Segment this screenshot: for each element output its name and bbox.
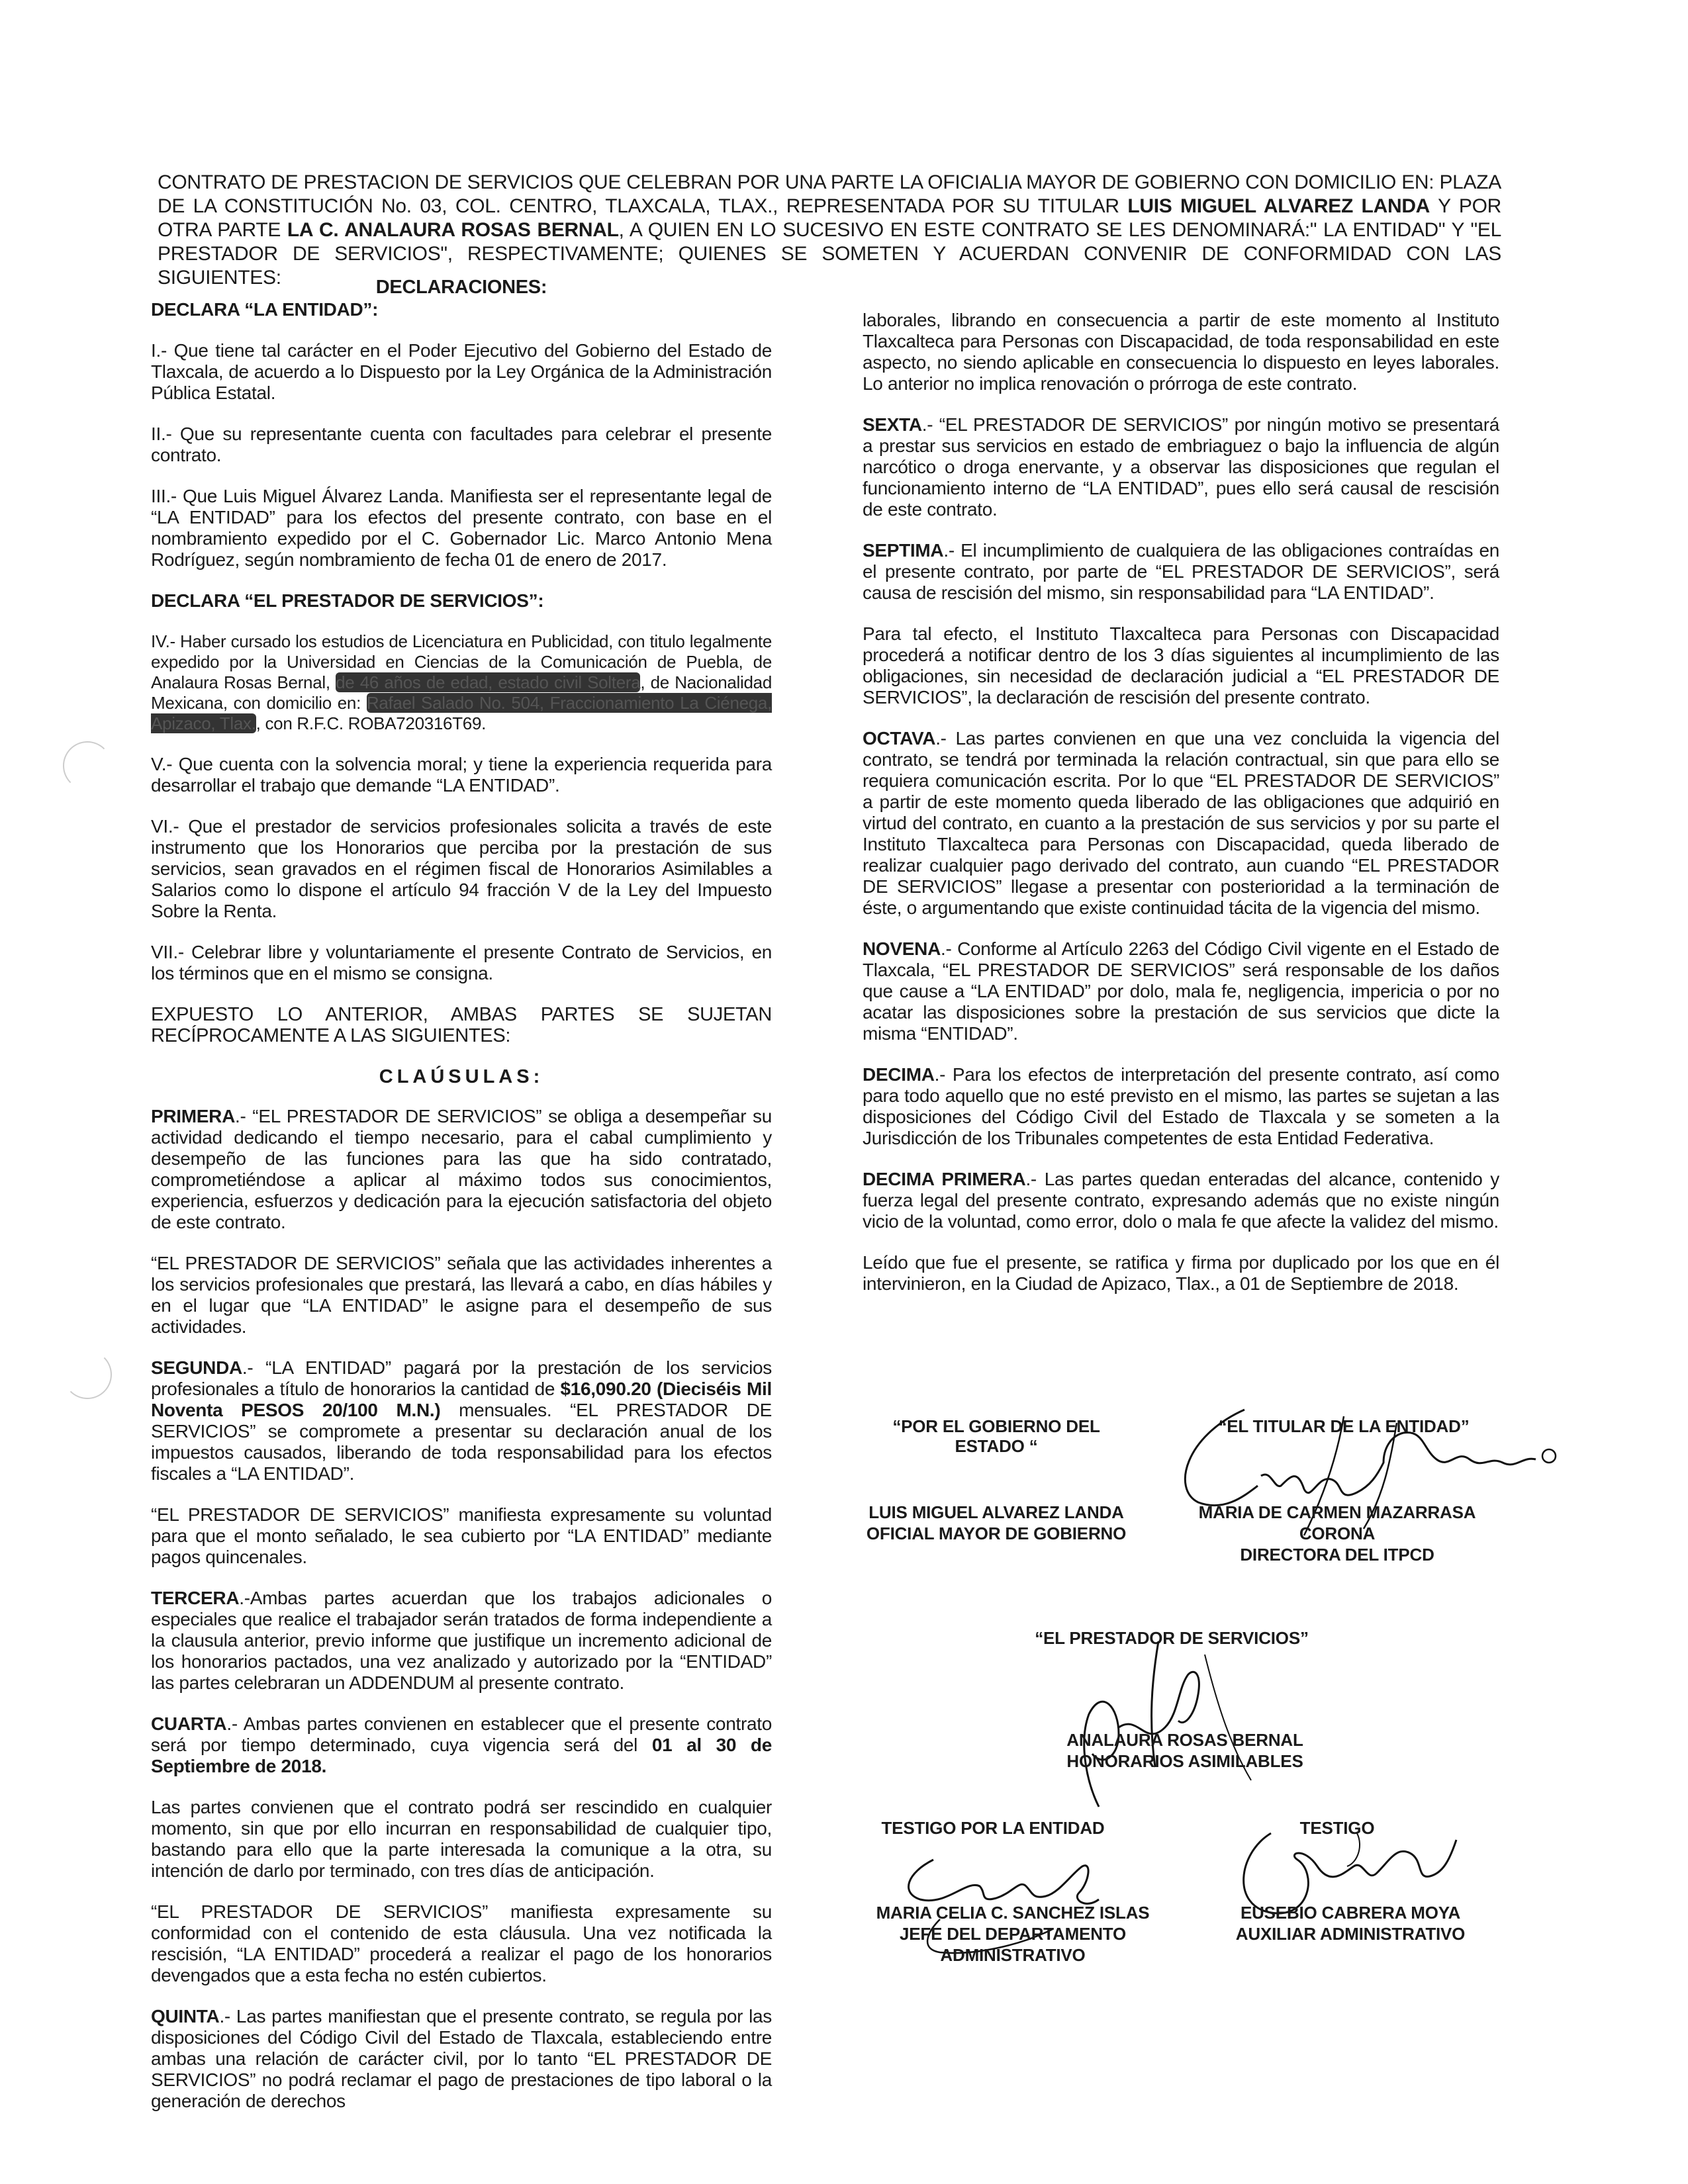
vigencia-dates: 01 al 30 de Septiembre de 2018. bbox=[151, 1735, 772, 1776]
testigo1-name: MARIA CELIA C. SANCHEZ ISLAS bbox=[876, 1903, 1150, 1923]
clausula-sexta bbox=[863, 414, 1499, 520]
clausula-label: SEGUNDA bbox=[151, 1357, 242, 1378]
titular-name: MARIA DE CARMEN MAZARRASA bbox=[1198, 1502, 1476, 1522]
declara-entidad-heading: DECLARA “LA ENTIDAD”: bbox=[151, 299, 379, 320]
prestador-role: HONORARIOS ASIMILABLES bbox=[1066, 1751, 1303, 1771]
clausula-text: mensuales. “EL PRESTADOR DE SERVICIOS” se compromete a presentar su declaración anual de los impuestos causados, liberando de toda responsabilidad para los efectos fiscales a “LA ENTIDAD”. bbox=[151, 1400, 772, 1484]
clausula-septima bbox=[863, 540, 1499, 604]
declaracion-vii: VII.- Celebrar libre y voluntariamente el presente Contrato de Servicios, en los términos que en el mismo se consigna. bbox=[151, 942, 772, 983]
clausula-text: .- Para los efectos de interpretación del presente contrato, así como para todo aquello que no esté previsto en el mismo, las partes se sujetan a las disposiciones del Código Civil del Estado de Tlaxcala y se someten a la Jurisdicción de los Tribunales competentes de esta Entidad Federativa. bbox=[863, 1064, 1499, 1148]
intro-name-prestador: LA C. ANALAURA ROSAS BERNAL bbox=[287, 219, 619, 241]
clausula-text: .- “LA ENTIDAD” pagará por la prestación de los servicios profesionales a título de honorarios la cantidad de bbox=[151, 1357, 772, 1399]
clausula-quinta-cont: laborales, librando en consecuencia a partir de este momento al Instituto Tlaxcalteca para Personas con Discapacidad, de toda responsabilidad en este aspecto, no siendo aplicable en consecuencia lo dispuesto en leyes laborales. Lo anterior no implica renovación o prórroga de este contrato. bbox=[863, 310, 1499, 394]
clausula-text: .- El incumplimiento de cualquiera de las obligaciones contraídas en el presente contrato, por parte de “EL PRESTADOR DE SERVICIOS”, será causa de rescisión del mismo, sin responsabilidad para “LA ENTIDAD”. bbox=[863, 540, 1499, 603]
clausula-decima bbox=[863, 1064, 1499, 1149]
testigo1-role: JEFE DEL DEPARTAMENTO bbox=[899, 1924, 1127, 1944]
clausula-label: QUINTA bbox=[151, 2006, 220, 2026]
testigo-heading: TESTIGO bbox=[1299, 1818, 1375, 1838]
clausula-label: SEXTA bbox=[863, 414, 922, 435]
clausulas-title: CLAÚSULAS: bbox=[379, 1066, 544, 1087]
clausula-segunda-2: “EL PRESTADOR DE SERVICIOS” manifiesta expresamente su voluntad para que el monto señalado, le sea cubierto por “LA ENTIDAD” mediante pagos quincenales. bbox=[151, 1504, 772, 1567]
clausula-octava bbox=[863, 728, 1499, 919]
prestador-heading: “EL PRESTADOR DE SERVICIOS” bbox=[1035, 1628, 1309, 1648]
clausula-text: .- Las partes manifiestan que el presente contrato, se regula por las disposiciones del Código Civil del Estado de Tlaxcala, estableciendo entre ambas una relación de carácter civil, por lo tanto “EL PRESTADOR DE SERVICIOS” no podrá reclamar el pago de prestaciones de tipo laboral o la generación de derechos bbox=[151, 2006, 772, 2111]
contract-intro bbox=[158, 171, 1501, 290]
clausula-text: .- Las partes convienen en que una vez concluida la vigencia del contrato, se tendrá por terminada la relación contractual, sin que para ello se requiera comunicación escrita. Por lo que “EL PRESTADOR DE SERVICIOS” a partir de este momento queda liberado de las obligaciones que adquirió en virtud del contrato, en cuanto a la prestación de sus servicios y por su parte el Instituto Tlaxcalteca para Personas con Discapacidad, queda liberado de realizar cualquier pago derivado del contrato, aun cuando “EL PRESTADOR DE SERVICIOS” llegase a presentar con posterioridad a la terminación de éste, o argumentando que existe continuidad tácita de la vigencia del mismo. bbox=[863, 728, 1499, 918]
titular-name-2: CORONA bbox=[1299, 1524, 1376, 1543]
clausula-cuarta-2: Las partes convienen que el contrato podrá ser rescindido en cualquier momento, sin que por ello incurran en responsabilidad de cualquier tipo, bastando para ello que la parte interesada la comunique a la otra, su intención de darlo por terminado, con tres días de anticipación. bbox=[151, 1797, 772, 1881]
prestador-name: ANALAURA ROSAS BERNAL bbox=[1066, 1730, 1303, 1750]
declaracion-iv-text: , de Nacionalidad Mexicana, con domicilio en: bbox=[151, 672, 772, 713]
clausula-label: TERCERA bbox=[151, 1588, 240, 1608]
clausula-text: .- “EL PRESTADOR DE SERVICIOS” por ningún motivo se presentará a prestar sus servicios en estado de embriaguez o bajo la influencia de algún narcótico o droga enervante, y a observar las disposiciones que regulan el funcionamiento interno de “LA ENTIDAD”, pues ello será causal de rescisión de este contrato. bbox=[863, 414, 1499, 520]
declaracion-vi: VI.- Que el prestador de servicios profesionales solicita a través de este instrumento que los Honorarios que perciba por la prestación de sus servicios, sean gravados en el régimen fiscal de Honorarios Asimilables a Salarios como lo dispone el artículo 94 fracción V de la Ley del Impuesto Sobre la Renta. bbox=[151, 816, 772, 921]
clausula-label: PRIMERA bbox=[151, 1106, 236, 1126]
right-column bbox=[863, 310, 1499, 1314]
prestador-signature bbox=[1039, 1615, 1251, 1813]
clausula-label: NOVENA bbox=[863, 938, 941, 959]
testigo1-role-2: ADMINISTRATIVO bbox=[940, 1945, 1086, 1965]
clausula-label: SEPTIMA bbox=[863, 540, 944, 561]
gobierno-name: LUIS MIGUEL ALVAREZ LANDA bbox=[868, 1502, 1124, 1522]
declaracion-iv-text: , con R.F.C. ROBA720316T69. bbox=[256, 713, 487, 733]
declaracion-iv bbox=[151, 631, 772, 734]
declaracion-ii: II.- Que su representante cuenta con facultades para celebrar el presente contrato. bbox=[151, 424, 772, 465]
hole-punch-top bbox=[63, 741, 112, 790]
testigo-entidad-heading: TESTIGO POR LA ENTIDAD bbox=[881, 1818, 1105, 1838]
left-column bbox=[151, 277, 772, 2132]
hole-punch-bottom bbox=[63, 1350, 112, 1399]
redacted-personal-data: de 46 años de edad, estado civil Soltera bbox=[336, 672, 641, 692]
clausula-septima-2: Para tal efecto, el Instituto Tlaxcalteca para Personas con Discapacidad procederá a notificar dentro de los 3 días siguientes al incumplimiento de las obligaciones, sin necesidad de declaración judicial a “EL PRESTADOR DE SERVICIOS”, la declaración de rescisión del presente contrato. bbox=[863, 623, 1499, 707]
declaracion-iii: III.- Que Luis Miguel Álvarez Landa. Manifiesta ser el representante legal de “LA ENTIDAD” para los efectos del presente contrato, con base en el nombramiento expedido por el C. Gobernador Lic. Marco Antonio Mena Rodríguez, según nombramiento de fecha 01 de enero de 2017. bbox=[151, 486, 772, 570]
intro-text: , A QUIEN EN LO SUCESIVO EN ESTE CONTRATO SE LES DENOMINARÁ:" LA ENTIDAD" Y "EL PRESTADOR DE SERVICIOS", RESPECTIVAMENTE; QUIENES SE SOMETEN Y ACUERDAN CONVENIR DE CONFORMIDAD CON LAS SIGUIENTES: bbox=[158, 219, 1501, 289]
intro-text: CONTRATO DE PRESTACION DE SERVICIOS QUE CELEBRAN POR UNA PARTE LA OFICIALIA MAYOR DE GOBIERNO CON DOMICILIO EN: PLAZA DE LA CONSTITUCIÓN No. 03, COL. CENTRO, TLAXCALA, TLAX., REPRESENTADA POR SU TITULAR bbox=[158, 171, 1501, 217]
intro-name-entidad: LUIS MIGUEL ALVAREZ LANDA bbox=[1127, 195, 1430, 217]
payment-amount: $16,090.20 (Dieciséis Mil Noventa PESOS 20/100 M.N.) bbox=[151, 1379, 772, 1420]
clausula-text: .- Ambas partes convienen en establecer que el presente contrato será por tiempo determinado, cuya vigencia será del bbox=[151, 1713, 772, 1755]
clausula-text: .- Las partes quedan enteradas del alcance, contenido y fuerza legal del presente contrato, expresando además que no existe ningún vicio de la voluntad, como error, dolo o mala fe que afecte la validez del mismo. bbox=[863, 1169, 1499, 1232]
declaracion-iv-text: IV.- Haber cursado los estudios de Licenciatura en Publicidad, con titulo legalmente expedido por la Universidad en Ciencias de la Comunicación de Puebla, de Analaura Rosas Bernal, bbox=[151, 631, 772, 692]
redacted-address: Rafael Salado No. 504, Fraccionamiento La Ciénega, Apizaco, Tlax. bbox=[151, 693, 773, 733]
clausula-decima-primera bbox=[863, 1169, 1499, 1232]
titular-role: DIRECTORA DEL ITPCD bbox=[1240, 1545, 1434, 1565]
clausula-text: .-Ambas partes acuerdan que los trabajos adicionales o especiales que realice el trabajador serán tratados de forma independiente a la clausula anterior, previo informe que justifique un incremento adicional de los honorarios pactados, una vez analizado y autorizado por la “ENTIDAD” las partes celebraran un ADDENDUM al presente contrato. bbox=[151, 1588, 772, 1693]
declaraciones-title: DECLARACIONES: bbox=[375, 277, 547, 298]
declaracion-i: I.- Que tiene tal carácter en el Poder Ejecutivo del Gobierno del Estado de Tlaxcala, de acuerdo a lo Dispuesto por la Ley Orgánica de la Administración Pública Estatal. bbox=[151, 340, 772, 403]
gobierno-heading: “POR EL GOBIERNO DEL ESTADO “ bbox=[892, 1416, 1100, 1456]
clausula-novena bbox=[863, 938, 1499, 1044]
clausula-label: DECIMA PRIMERA bbox=[863, 1169, 1026, 1189]
testigo2-name: EUSEBIO CABRERA MOYA bbox=[1240, 1903, 1461, 1923]
clausula-primera bbox=[151, 1106, 772, 1233]
clausula-primera-2: “EL PRESTADOR DE SERVICIOS” señala que las actividades inherentes a los servicios profesionales que prestará, las llevará a cabo, en días hábiles y en el lugar que “LA ENTIDAD” le asigne para el desempeño de sus actividades. bbox=[151, 1253, 772, 1337]
clausula-label: CUARTA bbox=[151, 1713, 227, 1734]
clausula-label: DECIMA bbox=[863, 1064, 935, 1085]
gobierno-role: OFICIAL MAYOR DE GOBIERNO bbox=[866, 1524, 1127, 1543]
declara-prestador-heading: DECLARA “EL PRESTADOR DE SERVICIOS”: bbox=[151, 590, 544, 611]
clausula-quinta bbox=[151, 2006, 772, 2112]
intro-text: Y POR OTRA PARTE bbox=[158, 195, 1501, 241]
testigo2-role: AUXILIAR ADMINISTRATIVO bbox=[1235, 1924, 1466, 1944]
clausula-segunda bbox=[151, 1357, 772, 1484]
clausula-cuarta-3: “EL PRESTADOR DE SERVICIOS” manifiesta expresamente su conformidad con el contenido de esta cláusula. Una vez notificada la rescisión, “LA ENTIDAD” procederá a realizar el pago de los honorarios devengados que a esta fecha no estén cubiertos. bbox=[151, 1901, 772, 1985]
declaracion-v: V.- Que cuenta con la solvencia moral; y tiene la experiencia requerida para desarrollar el trabajo que demande “LA ENTIDAD”. bbox=[151, 754, 772, 796]
clausula-text: .- Conforme al Artículo 2263 del Código Civil vigente en el Estado de Tlaxcala, “EL PRESTADOR DE SERVICIOS” será responsable de los daños que cause a “LA ENTIDAD” por dolo, mala fe, negligencia, impericia o por no acatar las disposiciones sobre la prestación de sus servicios que dicte la misma “ENTIDAD”. bbox=[863, 938, 1499, 1044]
clausula-tercera bbox=[151, 1588, 772, 1694]
clausula-cuarta bbox=[151, 1713, 772, 1777]
titular-heading: “EL TITULAR DE LA ENTIDAD” bbox=[1218, 1416, 1470, 1436]
expuesto-text: EXPUESTO LO ANTERIOR, AMBAS PARTES SE SUJETAN RECÍPROCAMENTE A LAS SIGUIENTES: bbox=[151, 1004, 772, 1046]
clausula-label: OCTAVA bbox=[863, 728, 936, 749]
clausula-text: .- “EL PRESTADOR DE SERVICIOS” se obliga a desempeñar su actividad dedicando el tiempo necesario, para el cabal cumplimiento y desempeño de las funciones para las que ha sido contratado, comprometiéndose a aplicar al máximo todos sus conocimientos, experiencia, esfuerzos y dedicación para la ejecución satisfactoria del objeto de este contrato. bbox=[151, 1106, 772, 1232]
closing-statement: Leído que fue el presente, se ratifica y firma por duplicado por los que en él intervinieron, en la Ciudad de Apizaco, Tlax., a 01 de Septiembre de 2018. bbox=[863, 1252, 1499, 1294]
